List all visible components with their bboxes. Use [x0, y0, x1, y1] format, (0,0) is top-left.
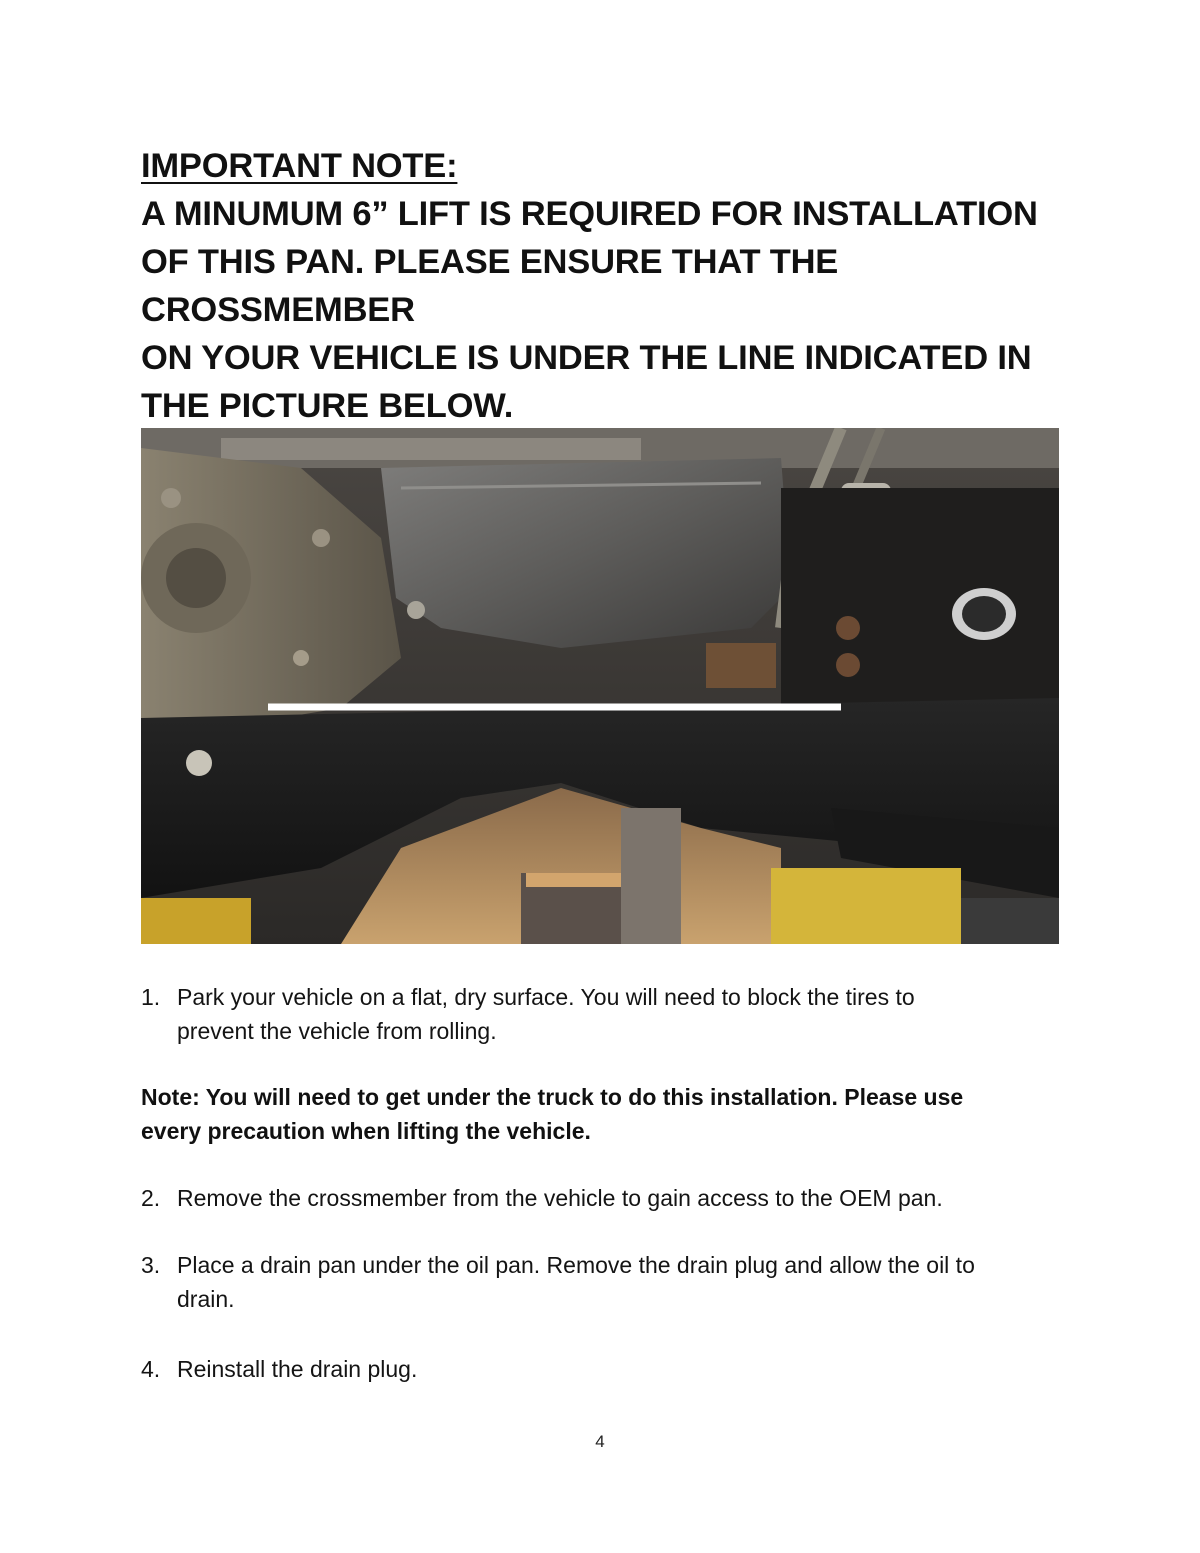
page-number: 4 [595, 1432, 605, 1451]
step-3-text [177, 1248, 1067, 1316]
step-1-text [177, 980, 1067, 1048]
step-2-number: 2. [141, 1185, 161, 1211]
step-3-line-1: Place a drain pan under the oil pan. Remove the drain plug and allow the oil to [177, 1252, 975, 1278]
heading-line-3: ON YOUR VEHICLE IS UNDER THE LINE INDICATED IN [141, 339, 1032, 377]
lift-pad-right [771, 868, 961, 944]
safety-note [141, 1080, 1041, 1148]
step-3-line-2: drain. [177, 1286, 235, 1312]
step-3-number: 3. [141, 1252, 161, 1278]
step-4-line-1: Reinstall the drain plug. [177, 1356, 418, 1382]
step-1-number: 1. [141, 984, 161, 1010]
step-4-text [177, 1352, 1067, 1386]
step-1-line-1: Park your vehicle on a flat, dry surface. You will need to block the tires to [177, 984, 915, 1010]
heading-line-2: OF THIS PAN. PLEASE ENSURE THAT THE CROSSMEMBER [141, 243, 839, 329]
important-note-label: IMPORTANT NOTE: [141, 147, 458, 185]
crossmember-bolt [186, 750, 212, 776]
lift-pad-left [141, 898, 251, 944]
pan-bolt [407, 601, 425, 619]
undercarriage-photo [141, 428, 1059, 944]
safety-note-line-2: every precaution when lifting the vehicle. [141, 1118, 591, 1144]
heading-line-1: A MINUMUM 6” LIFT IS REQUIRED FOR INSTALLATION [141, 195, 1038, 233]
safety-note-line-1: Note: You will need to get under the truck to do this installation. Please use [141, 1084, 964, 1110]
step-2-text [177, 1181, 1067, 1215]
heading-line-4: THE PICTURE BELOW. [141, 387, 514, 425]
important-note-heading [141, 142, 1081, 430]
step-4-number: 4. [141, 1356, 161, 1382]
undercarriage-photo-illustration [141, 428, 1059, 944]
step-2-line-1: Remove the crossmember from the vehicle to gain access to the OEM pan. [177, 1185, 943, 1211]
step-1-line-2: prevent the vehicle from rolling. [177, 1018, 497, 1044]
